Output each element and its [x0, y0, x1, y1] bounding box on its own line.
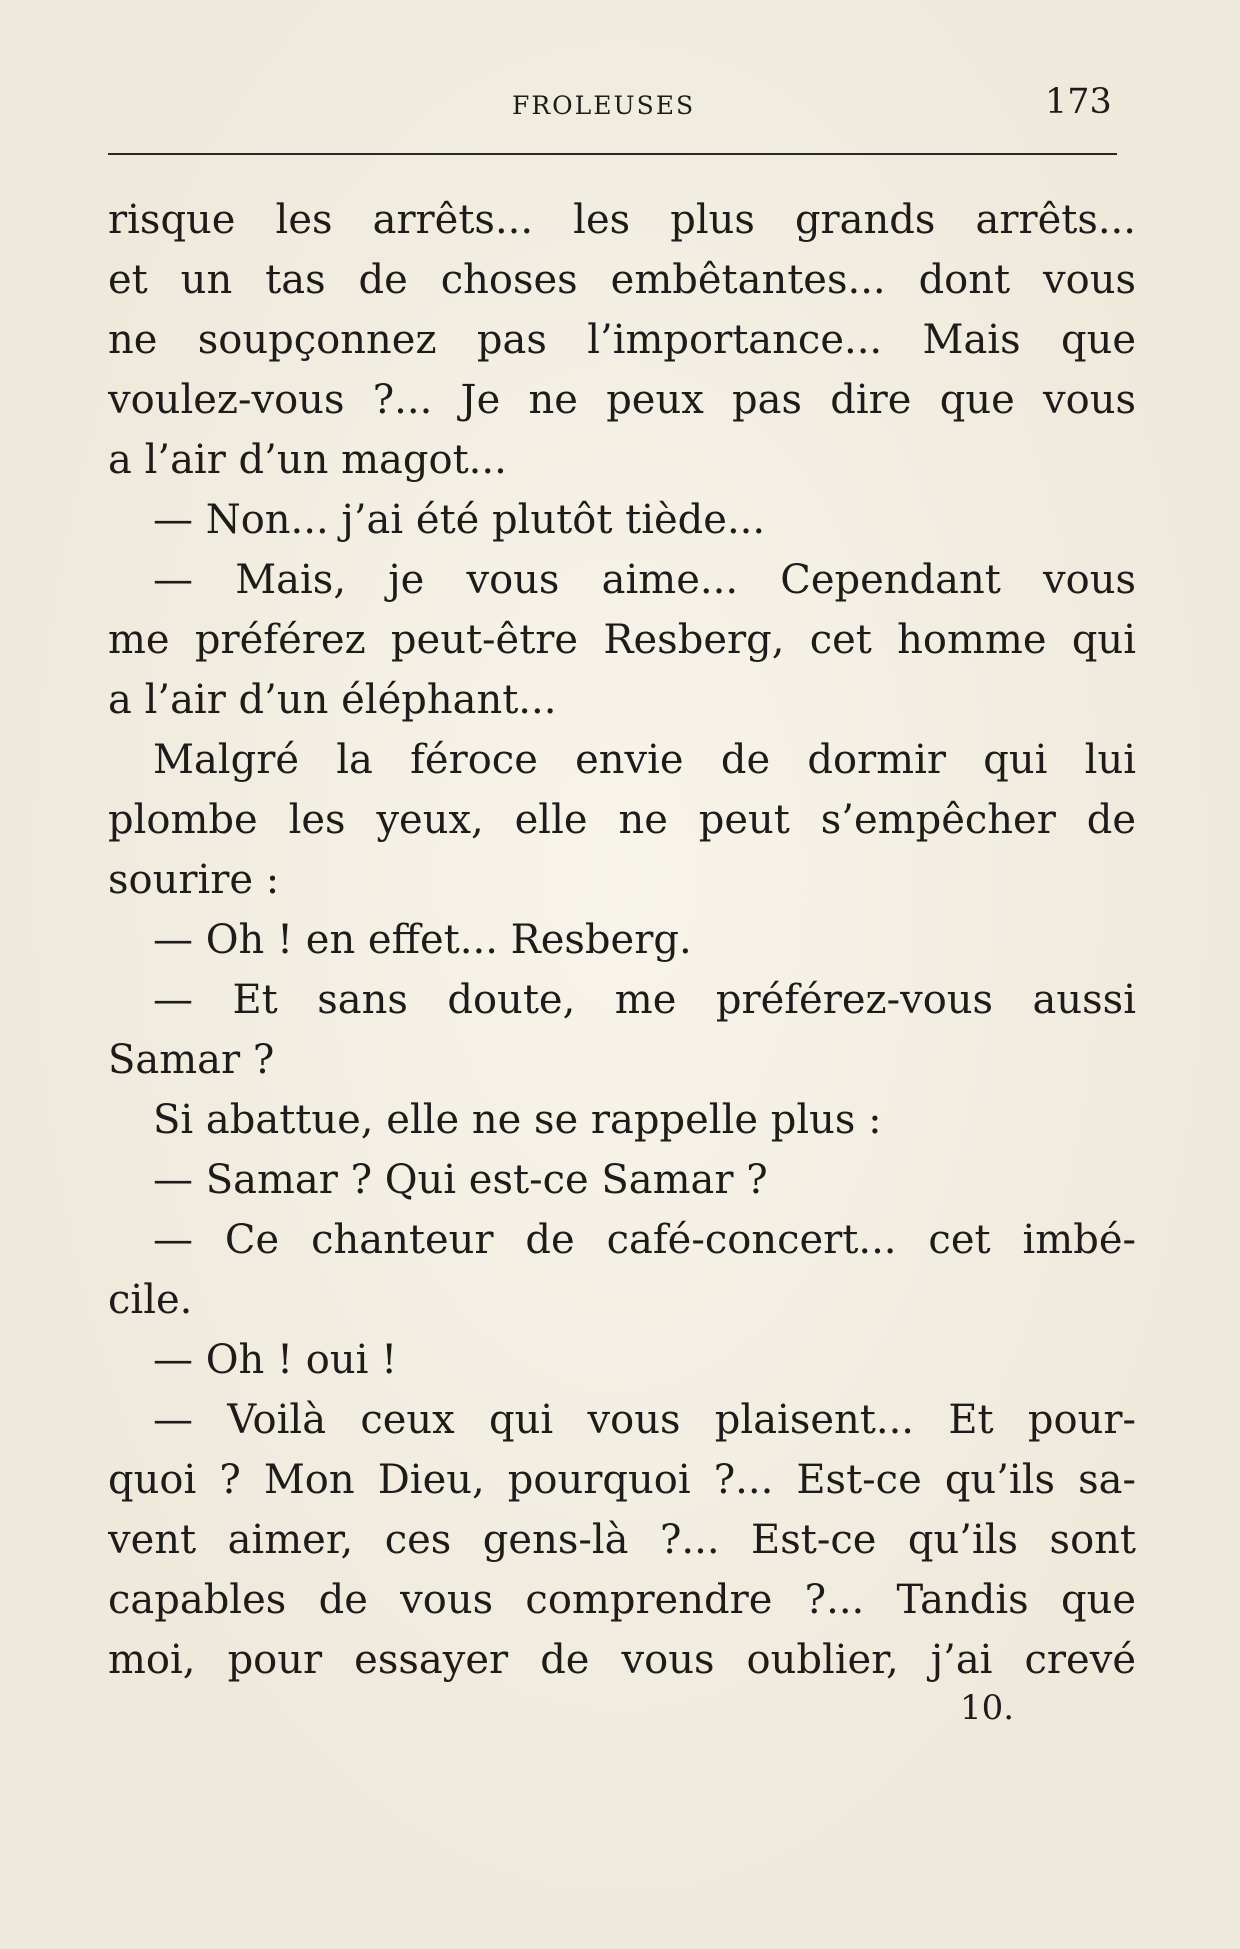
text-line: risque les arrêts... les plus grands arrêts... [108, 197, 1136, 243]
text-line: — Oh ! en effet... Resberg. [153, 917, 692, 963]
header-rule [108, 153, 1117, 155]
text-line: ne soupçonnez pas l’importance... Mais que [108, 317, 1136, 363]
text-line: a l’air d’un éléphant... [108, 677, 557, 723]
text-line: plombe les yeux, elle ne peut s’empêcher de [108, 797, 1136, 843]
text-line: quoi ? Mon Dieu, pourquoi ?... Est-ce qu’ils sa- [108, 1457, 1136, 1503]
body-text [108, 190, 1136, 1690]
text-line: sourire : [108, 857, 280, 903]
text-line: Malgré la féroce envie de dormir qui lui [153, 737, 1136, 783]
text-line: vent aimer, ces gens-là ?... Est-ce qu’ils sont [108, 1517, 1136, 1563]
text-line: Si abattue, elle ne se rappelle plus : [153, 1097, 882, 1143]
text-line: capables de vous comprendre ?... Tandis que [108, 1577, 1136, 1623]
text-line: — Mais, je vous aime... Cependant vous [153, 557, 1136, 603]
text-line: moi, pour essayer de vous oublier, j’ai crevé [108, 1637, 1136, 1683]
text-line: — Et sans doute, me préférez-vous aussi [153, 977, 1136, 1023]
text-line: Samar ? [108, 1037, 275, 1083]
text-line: voulez-vous ?... Je ne peux pas dire que vous [108, 377, 1136, 423]
running-title: FROLEUSES [512, 91, 696, 120]
text-line: — Oh ! oui ! [153, 1337, 398, 1383]
text-line: et un tas de choses embêtantes... dont vous [108, 257, 1136, 303]
page-number: 173 [1045, 82, 1112, 122]
text-line: a l’air d’un magot... [108, 437, 507, 483]
text-line: — Samar ? Qui est-ce Samar ? [153, 1157, 768, 1203]
text-line: me préférez peut-être Resberg, cet homme qui [108, 617, 1136, 663]
text-line: — Ce chanteur de café-concert... cet imbé- [153, 1217, 1136, 1263]
text-line: — Voilà ceux qui vous plaisent... Et pour- [153, 1397, 1136, 1443]
text-line: cile. [108, 1277, 193, 1323]
signature-mark: 10. [960, 1688, 1015, 1728]
text-line: — Non... j’ai été plutôt tiède... [153, 497, 766, 543]
